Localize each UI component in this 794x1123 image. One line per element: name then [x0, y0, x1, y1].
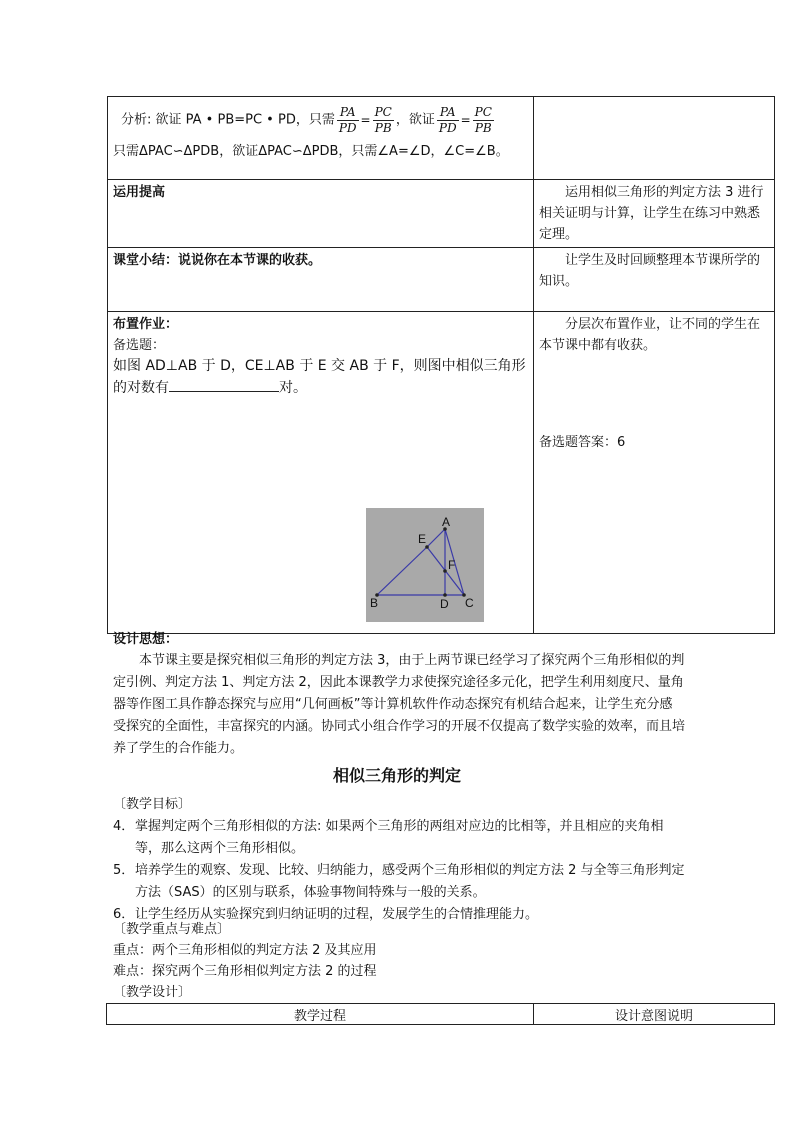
homework-title: 布置作业：: [113, 317, 179, 332]
intent-header: 设计意图说明: [534, 1004, 775, 1025]
apply-row: [108, 180, 775, 248]
goal-item: 6． 让学生经历从实验探究到归纳证明的过程，发展学生的合情推理能力。: [113, 907, 539, 922]
summary-note: 让学生及时回顾整理本节课所学的知识。: [534, 248, 775, 312]
homework-row: [108, 312, 775, 634]
lesson-table: [107, 96, 775, 634]
homework-note-cell: [534, 312, 775, 634]
analysis-cell: 分析: 欲证 PA • PB=PC • PD，只需 $\frac{PA}{PD}$ = $\frac{PC}{PB}$ ，欲证 $\frac{PA}{PD}$ = $\frac{PC}{PB}$ 只需ΔPAC∽ΔPDB，欲证ΔPAC∽ΔPDB，只需∠A=∠D，∠C=∠B。: [108, 97, 534, 180]
key-point: 重点：两个三角形相似的判定方法 2 及其应用: [113, 943, 377, 958]
process-header: 教学过程: [107, 1004, 534, 1025]
homework-sub: 备选题：: [113, 338, 166, 353]
key-heading: 〔教学重点与难点〕: [113, 922, 231, 937]
process-header-row: [107, 1004, 775, 1025]
answer-blank: [169, 377, 279, 392]
design-heading-2: 〔教学设计〕: [113, 985, 192, 1000]
goals-list: [113, 816, 685, 926]
analysis-line-2: 只需ΔPAC∽ΔPDB，欲证ΔPAC∽ΔPDB，只需∠A=∠D，∠C=∠B。: [113, 144, 509, 159]
design-body: 本节课主要是探究相似三角形的判定方法 3，由于上两节课已经学习了探究两个三角形相似的判定引例、判定方法 1、判定方法 2，因此本课教学力求使探究途径多元化，把学生利用刻度尺、量角器等作图工具作静态探究与应用“几何画板”等计算机软件作动态探究有机结合起来，让学生充分感受探究的全面性，丰富探究的内涵。协同式小组合作学习的开展不仅提高了数学实验的效率，而且培养了学生的合作能力。: [113, 653, 686, 756]
label-c: C: [465, 596, 474, 610]
homework-cell: [108, 312, 534, 634]
point-f: [443, 569, 447, 573]
segment-ea: [427, 529, 445, 547]
label-d: D: [440, 597, 449, 611]
figure: [366, 508, 484, 622]
goals-heading: 〔教学目标〕: [113, 797, 192, 812]
apply-note: 运用相似三角形的判定方法 3 进行相关证明与计算，让学生在练习中熟悉定理。: [534, 180, 775, 248]
apply-label: 运用提高: [108, 180, 534, 248]
homework-question: 如图 AD⊥AB 于 D，CE⊥AB 于 E 交 AB 于 F，则图中相似三角形的对数有 对。: [113, 358, 526, 396]
fraction-pc-pb-2: $\frac{PC}{PB}$: [474, 104, 492, 135]
fraction-pc-pb: $\frac{PC}{PB}$: [374, 104, 392, 135]
section-title: 相似三角形的判定: [332, 766, 461, 785]
summary-label: 课堂小结：说说你在本节课的收获。: [108, 248, 534, 312]
fraction-pa-pd-2: $\frac{PA}{PD}$: [438, 104, 457, 135]
summary-row: [108, 248, 775, 312]
triangle-figure: [366, 508, 484, 622]
label-a: A: [442, 515, 451, 529]
segment-be: [377, 547, 427, 595]
process-table: [106, 1003, 775, 1025]
analysis-prefix: 分析: 欲证 PA • PB=PC • PD，只需: [121, 112, 335, 128]
difficult-point: 难点：探究两个三角形相似判定方法 2 的过程: [113, 964, 377, 979]
goal-item: 5． 培养学生的观察、发现、比较、归纳能力，感受两个三角形相似的判定方法 2 与全等三角形判定方法（SAS）的区别与联系，体验事物间特殊与一般的关系。: [113, 863, 685, 900]
label-b: B: [370, 596, 379, 610]
fraction-pa-pd: $\frac{PA}{PD}$: [338, 104, 357, 135]
homework-answer: 备选题答案：6: [539, 435, 626, 450]
analysis-row: [108, 97, 775, 180]
label-e: E: [418, 532, 427, 546]
goal-item: 4． 掌握判定两个三角形相似的方法: 如果两个三角形的两组对应边的比相等，并且相应的夹角相等，那么这两个三角形相似。: [113, 819, 664, 856]
homework-note: 分层次布置作业，让不同的学生在本节课中都有收获。: [539, 317, 761, 353]
design-heading: 设计思想：: [113, 632, 179, 647]
label-f: F: [448, 558, 456, 572]
analysis-right-cell: [534, 97, 775, 180]
